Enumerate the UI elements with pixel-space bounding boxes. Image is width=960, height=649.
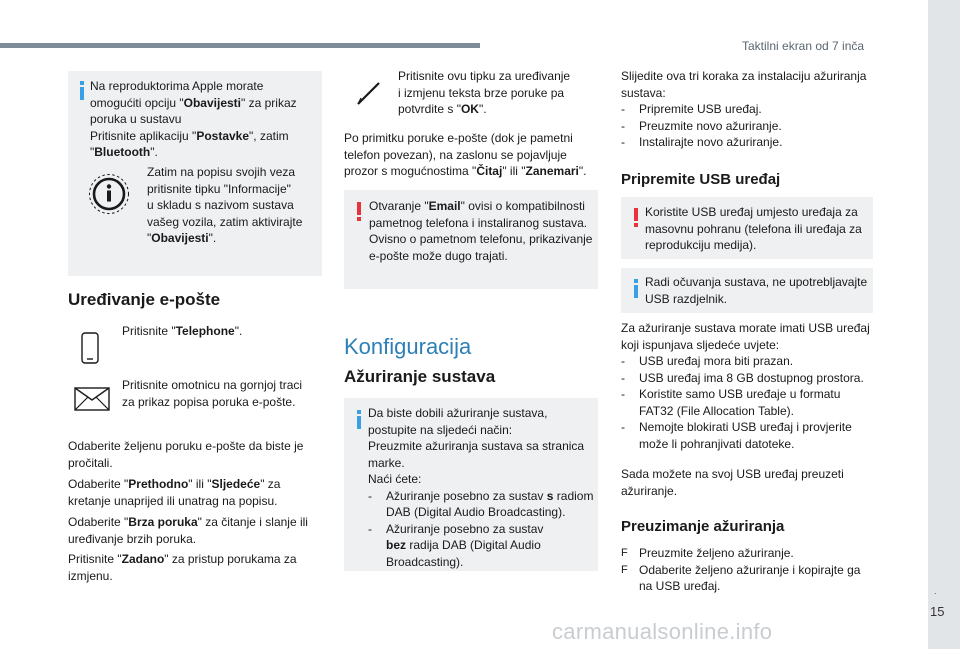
warning-marker (357, 202, 361, 221)
info-marker (80, 81, 84, 100)
list-item: - USB uređaj ima 8 GB dostupnog prostora. (621, 370, 864, 385)
page-header-title: Taktilni ekran od 7 inča (742, 39, 865, 53)
usb-ready-paragraph: Sada možete na svoj USB uređaj preuzeti ažuriranje. (621, 467, 844, 498)
list-item: F Odaberite željeno ažuriranje i kopirajte ga na USB uređaj. (621, 562, 861, 593)
apple-info-box (68, 71, 322, 276)
system-update-heading: Ažuriranje sustava (344, 367, 496, 386)
update-steps-intro: Slijedite ova tri koraka za instalaciju ažuriranja sustava: - Pripremite USB uređaj. - Preuzmite novo ažuriranje. - Instalirajte novo ažuriranje. (621, 68, 881, 151)
smartphone-icon (80, 332, 100, 364)
list-item: - Ažuriranje posebno za sustav s radiom DAB (Digital Audio Broadcasting). (368, 488, 594, 519)
watermark: carmanualsonline.info (552, 619, 773, 644)
email-editing-heading: Uređivanje e-pošte (68, 290, 221, 309)
page-dot: . (934, 586, 937, 596)
apple-info-line1: Na reproduktorima Apple morate (90, 79, 264, 93)
download-update-heading: Preuzimanje ažuriranja (621, 518, 785, 535)
pencil-icon (354, 78, 384, 108)
envelope-instruction: Pritisnite omotnicu na gornjoj traci za prikaz popisa poruka e-pošte. (122, 378, 303, 409)
col1-paragraph-4: Pritisnite "Zadano" za pristup porukama za izmjenu. (68, 552, 297, 583)
configuration-section-title: Konfiguracija (344, 334, 472, 359)
usb-info-box: Radi očuvanja sustava, ne upotrebljavajte USB razdjelnik. (621, 268, 873, 313)
list-item: - Pripremite USB uređaj. (621, 102, 762, 116)
list-item: - USB uređaj mora biti prazan. (621, 354, 794, 368)
apple-sub-line3: u skladu s nazivom sustava (147, 198, 294, 212)
col1-paragraph-2: Odaberite "Prethodno" ili "Sljedeće" za kretanje unaprijed ili unatrag na popisu. (68, 477, 281, 508)
email-warning-box: Otvaranje "Email" ovisi o kompatibilnosti pametnog telefona i instaliranog sustava. Ovisno o pametnom telefonu, prikazivanje e-pošte može dugo trajati. (344, 190, 598, 289)
col2-paragraph-1: Po primitku poruke e-pošte (dok je pametni telefon povezan), na zaslonu se pojavljuje prozor s mogućnostima "Čitaj" ili "Zanemari". (344, 131, 587, 178)
apple-info-line3: poruka u sustavu (90, 112, 182, 126)
phone-instruction: Pritisnite "Telephone". (122, 324, 243, 338)
info-circle-icon (88, 173, 130, 215)
usb-warning-box: Koristite USB uređaj umjesto uređaja za masovnu pohranu (telefona ili uređaja za reprodukciju medija). (621, 197, 873, 259)
apple-sub-line5: "Obavijesti". (147, 231, 217, 245)
envelope-icon (74, 387, 110, 411)
apple-sub-line4: vašeg vozila, zatim aktivirajte (147, 214, 303, 229)
apple-info-line5: "Bluetooth". (90, 145, 158, 159)
apple-sub-line1: Zatim na popisu svojih veza (147, 165, 296, 179)
list-item: - Preuzmite novo ažuriranje. (621, 118, 782, 133)
update-info-box: Da biste dobili ažuriranje sustava, postupite na sljedeći način: Preuzmite ažuriranja sustava sa stranica marke. Naći ćete: - Ažuriranje posebno za sustav s radiom DAB (Digital Audio Broadcasting). - Ažuriranje posebno za sustav bez radija DAB (Digital Audio Broadcasting). (344, 398, 598, 571)
info-marker (634, 279, 638, 298)
prepare-usb-heading: Pripremite USB uređaj (621, 171, 781, 188)
list-item: - Ažuriranje posebno za sustav bez radija DAB (Digital Audio Broadcasting). (368, 521, 544, 569)
info-marker (357, 410, 361, 429)
page-number: 15 (930, 604, 945, 619)
usb-conditions: Za ažuriranje sustava morate imati USB uređaj koji ispunjava sljedeće uvjete: - USB uređaj mora biti prazan. - USB uređaj ima 8 GB dostupnog prostora. - Koristite samo USB uređaje u formatu FAT32 (File Allocation Table). - Nemojte blokirati USB uređaj i provjerite može li pohranjivati datoteke. (621, 320, 883, 452)
col1-paragraph-1: Odaberite željenu poruku e-pošte da biste je pročitali. (68, 439, 304, 470)
warning-marker (634, 208, 638, 227)
list-item: - Instalirajte novo ažuriranje. (621, 135, 783, 149)
list-item: - Nemojte blokirati USB uređaj i provjerite može li pohranjivati datoteke. (621, 420, 852, 451)
apple-info-line4: Pritisnite aplikaciju "Postavke", zatim (90, 128, 289, 143)
pencil-instruction: Pritisnite ovu tipku za uređivanje i izmjenu teksta brze poruke pa potvrdite s "OK". (398, 69, 571, 116)
apple-sub-line2: pritisnite tipku "Informacije" (147, 181, 291, 196)
list-item: F Preuzmite željeno ažuriranje. (621, 546, 794, 560)
apple-info-line2: omogućiti opciju "Obavijesti" za prikaz (90, 95, 297, 110)
download-steps (621, 545, 883, 595)
col1-paragraph-3: Odaberite "Brza poruka" za čitanje i slanje ili uređivanje brzih poruka. (68, 515, 308, 546)
list-item: - Koristite samo USB uređaje u formatu FAT32 (File Allocation Table). (621, 387, 841, 418)
page-sidebar (928, 0, 960, 649)
header-bar (0, 43, 480, 48)
